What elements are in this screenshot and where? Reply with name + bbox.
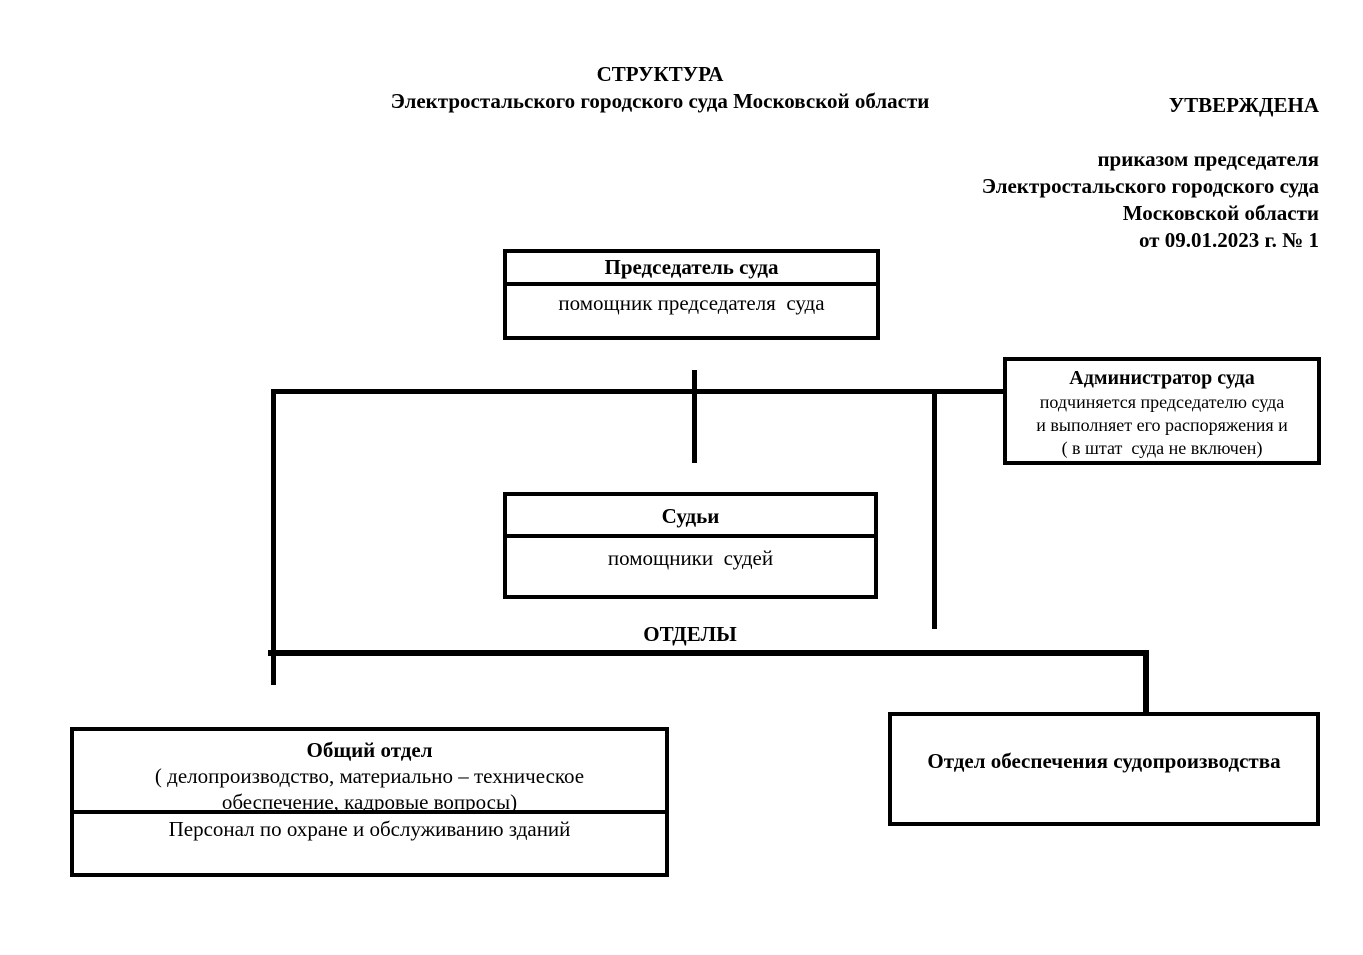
approval-line: от 09.01.2023 г. № 1	[1138, 228, 1319, 252]
approval-spacer	[899, 119, 1319, 146]
departments-label: ОТДЕЛЫ	[643, 622, 737, 646]
administrator-box	[1003, 357, 1321, 465]
judges-assistants: помощники судей	[607, 546, 774, 570]
connector-chairman-stub	[692, 370, 697, 463]
chairman-title: Председатель суда	[507, 253, 876, 286]
connector-right-vertical	[932, 389, 937, 629]
approval-line: Московской области	[1122, 201, 1319, 225]
general-department-header	[74, 731, 665, 814]
administrator-note-line: подчиняется председателю суда	[1039, 392, 1285, 412]
approval-stamp	[899, 92, 1319, 254]
chairman-assistant: помощник председателя суда	[558, 291, 825, 315]
page-title-line1: СТРУКТУРА	[596, 62, 724, 86]
general-department-title: Общий отдел	[306, 738, 433, 762]
judges-title: Судьи	[507, 496, 874, 538]
general-department-desc-line: ( делопроизводство, материально – техническое	[154, 764, 585, 788]
approval-line: приказом председателя	[1097, 147, 1319, 171]
page-title-line2: Электростальского городского суда Московской области	[390, 89, 930, 113]
chairman-box	[503, 249, 880, 340]
general-department-staff: Персонал по охране и обслуживанию зданий	[168, 817, 571, 841]
connector-departments-horizontal	[268, 650, 1148, 656]
approval-line: Электростальского городского суда	[981, 174, 1319, 198]
judges-box	[503, 492, 878, 599]
general-department-box	[70, 727, 669, 877]
proceedings-department-box	[888, 712, 1320, 826]
connector-branch-horizontal	[273, 389, 1003, 394]
general-department-desc-line: обеспечение, кадровые вопросы)	[221, 790, 518, 814]
proceedings-department-title: Отдел обеспечения судопроизводства	[927, 749, 1281, 773]
administrator-title: Администратор суда	[1069, 367, 1255, 389]
connector-proceedings-drop	[1143, 650, 1149, 716]
connector-left-vertical	[271, 389, 276, 685]
administrator-note-line: и выполняет его распоряжения и	[1036, 415, 1288, 435]
approved-label: УТВЕРЖДЕНА	[1168, 93, 1319, 117]
administrator-note-line: ( в штат суда не включен)	[1061, 438, 1263, 458]
